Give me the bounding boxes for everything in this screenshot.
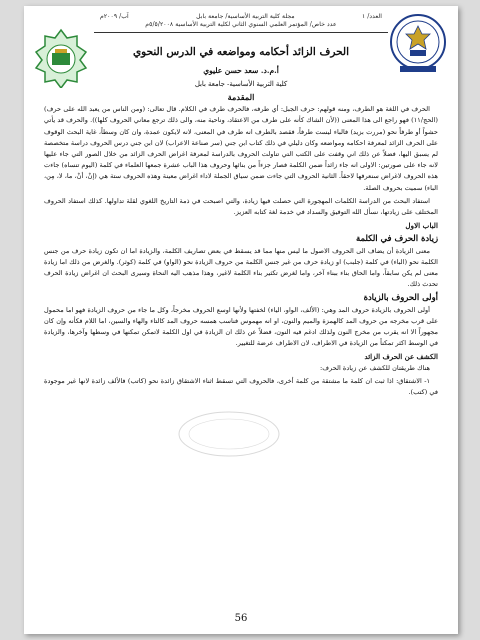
journal-name: مجلة كلية التربية الأساسية/ جامعة بابل — [196, 13, 295, 20]
section-heading-primary-letters: أولى الحروف بالزيادة — [363, 292, 438, 303]
section-heading-detection: الكشف عن الحرف الزائد — [364, 352, 438, 362]
section-2-paragraph: أولى الحروف بالزيادة حروف المد وهي: (الألف، الواو، الياء) لخفتها ولأنها اوسع الحروف مخرجاً، وكل ما جاء من حروف الزيادة فهو اما محمول على قرب مخرجه من حروف المد كالهمزة والميم والنون، او انه مهموس فناسب همسه حروف المد كالتاء والهاء والسين، اما اللام فكأنه وإن كان مجهوراً الا انه يقرب من مخرج النون ولذلك ادغم فيه النون، فضلاً عن ذلك ان الزيادة في اول الكلمة لاتمكن تمكنها في وسطها وآخرها، والزيادة في الوسط اكثر تمكناً من الزيادة في الاطراف، لان الاطراف عرضة للتغيير. — [44, 305, 438, 348]
section-1-paragraph: معنى الزيادة أن يضاف الى الحروف الاصول ما ليس منها مما قد يسقط في بعض تصاريف الكلمة، والزيادة اما ان تكون زيادة حرف من جنس الكلمة نحو (الباء) في كلمة (جلبب) او زيادة حرف من غير جنس الكلمة من حروف الزيادة نحو (الواو) في كلمة (كوثر). والغرض من ذلك اما زيادة معنى لم يكن سابقاً، واما الحاق بناء ببناء آخر، واما لغرض تكثير بناء الكلمة لاغير، وهذا مذهب اليه النحاة وسيرى البحث ان اغراض زيادة الحرف تحدث ذلك. — [44, 246, 438, 289]
document-page — [24, 6, 458, 634]
special-issue-line: عدد خاص/ المؤتمر العلمي السنوي الثاني لكلية التربية الأساسية ٥/٥/٢٠٠٨م — [145, 21, 337, 28]
author-name: أ.م.د. سعد حسن عليوي — [203, 66, 279, 75]
issue-date: آب/ ٢٠٠٩م — [100, 13, 129, 20]
section-3-paragraph-1: هناك طريقتان للكشف عن زيادة الحرف: — [320, 363, 430, 372]
running-head — [100, 13, 382, 29]
intro-heading: المقدمة — [227, 92, 255, 102]
intro-paragraph-2: استفاد البحث من الدراسة الكلمات المهجورة التي حصلت فيها زيادة، والتي اصبحت في ذمة التاريخ اللغوي لقلة تداولها. كذلك استفاد الحروف المختلف على زيادتها، نسأل الله التوفيق والسداد في خدمة لغة كتابه العزيز. — [44, 196, 438, 217]
section-3-paragraph-2: ١- الاشتقاق: اذا ثبت ان كلمة ما مشتقة من كلمة أخرى، فالحروف التي تسقط اثناء الاشتقاق زائدة نحو (كاتب) فالألف زائدة لانها غير موجودة في (كتب). — [44, 376, 438, 397]
header-rule — [94, 32, 388, 33]
author-affiliation: كلية التربية الأساسية- جامعة بابل — [194, 80, 288, 88]
intro-paragraph-1: الحرف في اللغة هو الطرف، ومنه قولهم: حرف الجبل: أي طرفه، فالحرف طرف في الكلام. قال تعالى: (ومن الناس من يعبد الله على حرف) (الحج/١١) فهو راجع الى هذا المعنى ((لأن الشاك كأنه على طرف من الاعتقاد، وناحية منه، والى ذلك ترجع معاني الحروف كلها)). والحرف قد يأتي حشواً أو طرفاً نحو (مررت بزيد) فالباء ليست طرفاً، فقصد بالطرف انه طرف في المعنى، لانه لايكون عمدة، وان كان وسطاً، غاية البحث الوقوف على الحرف الزائد لمعرفة احكامه ومواضعه وكان دليلي في ذلك كتاب ابن جني (سر صناعة الاعراب) لان ابن جني درس الحروف دراسة متخصصة لم يسبق اليها، فضلاً عن ذلك اني وقفت على الكتب التي تناولت الحروف بالدراسة لمعرفة اغراض الحرف الزائد من خلال الصور التي جاء عليها لانه جاء على صورتين: الاولى انه جاء زائداً ضمن الكلمة فصار جزءاً من بنائها وحروف هذا الباب عشرة جمعها العلماء في كلمة (اليوم تنساه) جاءت هذه الحروف لاغراض سنعرفها لاحقاً. الثانية الحروف التي جاءت ضمن سياق الجملة لاداء اغراض معينة وهذه الحروف ستة هي (إنْ، أنْ، ما، لا، مِن، الباء) سميت بحروف الصلة. — [44, 105, 439, 192]
chapter-heading: الباب الاول — [405, 221, 438, 231]
issue-number: العدد/ ١ — [362, 13, 382, 20]
university-of-babylon-logo — [386, 12, 450, 76]
article-title: الحرف الزائد أحكامه ومواضعه في الدرس النحوي — [132, 46, 350, 58]
article-body — [44, 90, 438, 400]
college-emblem-logo — [32, 28, 90, 88]
section-heading-letter-addition: زيادة الحرف في الكلمة — [356, 233, 438, 244]
page-number: 56 — [234, 613, 248, 624]
faint-stamp-mark — [174, 406, 284, 461]
